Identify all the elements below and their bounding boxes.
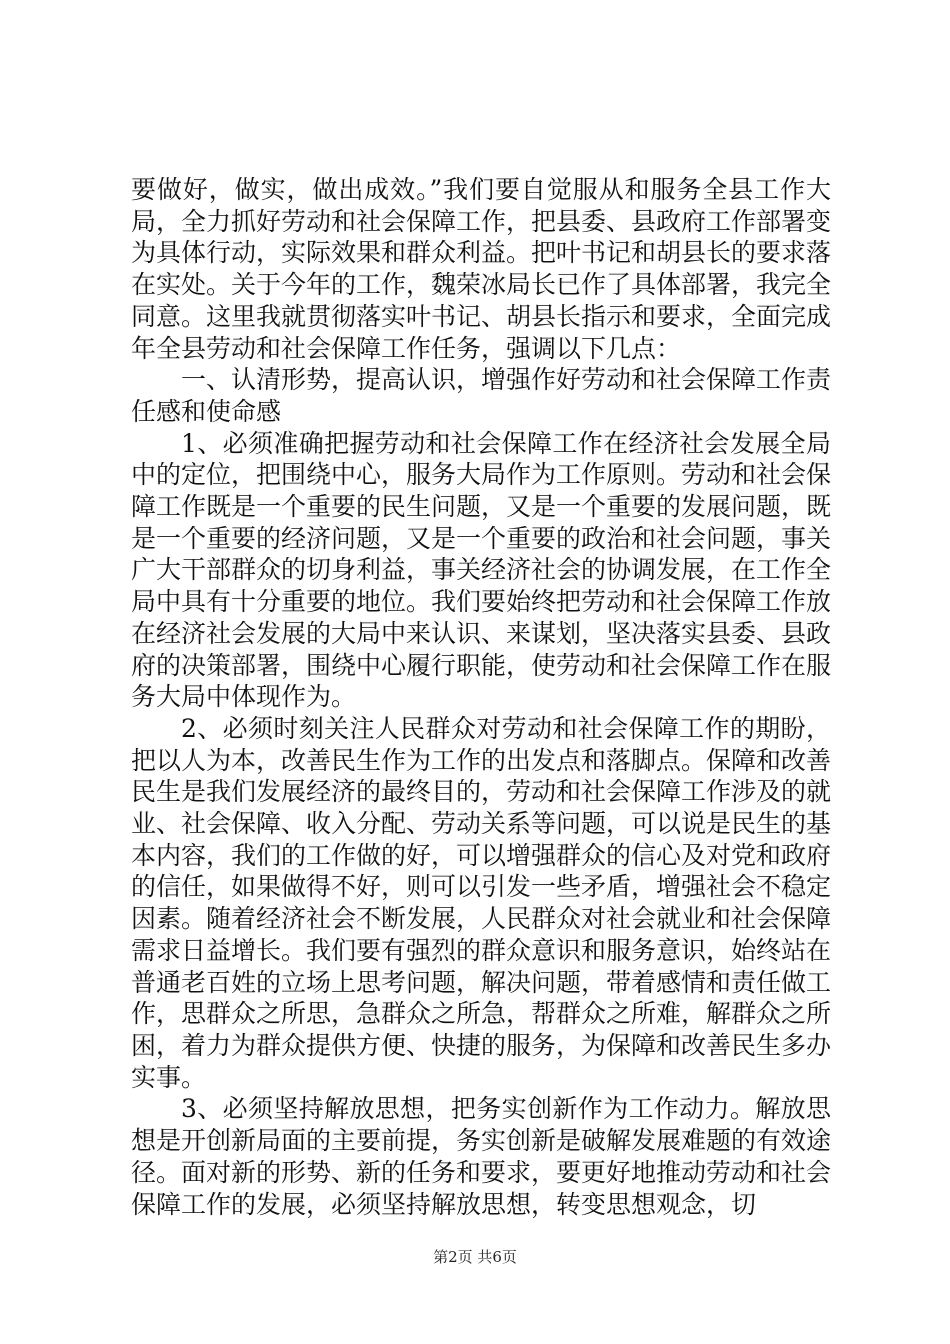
paragraph-item-3: 3、必须坚持解放思想，把务实创新作为工作动力。解放思想是开创新局面的主要前提，务实创新是破解发展难题的有效途径。面对新的形势、新的任务和要求，要更好地推动劳动和社会保障工作的发展，必须坚持解放思想，转变思想观念，切 xyxy=(131,1094,832,1219)
document-body xyxy=(131,174,831,1220)
paragraph-item-2: 2、必须时刻关注人民群众对劳动和社会保障工作的期盼，把以人为本，改善民生作为工作的出发点和落脚点。保障和改善民生是我们发展经济的最终目的，劳动和社会保障工作涉及的就业、社会保障、收入分配、劳动关系等问题，可以说是民生的基本内容，我们的工作做的好，可以增强群众的信心及对党和政府的信任，如果做得不好，则可以引发一些矛盾，增强社会不稳定因素。随着经济社会不断发展，人民群众对社会就业和社会保障需求日益增长。我们要有强烈的群众意识和服务意识，始终站在普通老百姓的立场上思考问题，解决问题，带着感情和责任做工作，思群众之所思，急群众之所急，帮群众之所难，解群众之所困，着力为群众提供方便、快捷的服务，为保障和改善民生多办实事。 xyxy=(131,713,832,1092)
section-heading: 一、认清形势，提高认识，增强作好劳动和社会保障工作责任感和使命感 xyxy=(131,365,832,426)
page-number-footer: 第2页 共6页 xyxy=(433,1248,517,1266)
paragraph-intro: 要做好，做实，做出成效。”我们要自觉服从和服务全县工作大局，全力抓好劳动和社会保障工作，把县委、县政府工作部署变为具体行动，实际效果和群众利益。把叶书记和胡县长的要求落在实处。关于今年的工作，魏荣冰局长已作了具体部署，我完全同意。这里我就贯彻落实叶书记、胡县长指示和要求，全面完成年全县劳动和社会保障工作任务，强调以下几点： xyxy=(131,175,832,363)
paragraph-item-1: 1、必须准确把握劳动和社会保障工作在经济社会发展全局中的定位，把围绕中心，服务大局作为工作原则。劳动和社会保障工作既是一个重要的民生问题，又是一个重要的发展问题，既是一个重要的经济问题，又是一个重要的政治和社会问题，事关广大干部群众的切身利益，事关经济社会的协调发展，在工作全局中具有十分重要的地位。我们要始终把劳动和社会保障工作放在经济社会发展的大局中来认识、来谋划，坚决落实县委、县政府的决策部署，围绕中心履行职能，使劳动和社会保障工作在服务大局中体现作为。 xyxy=(131,428,832,712)
